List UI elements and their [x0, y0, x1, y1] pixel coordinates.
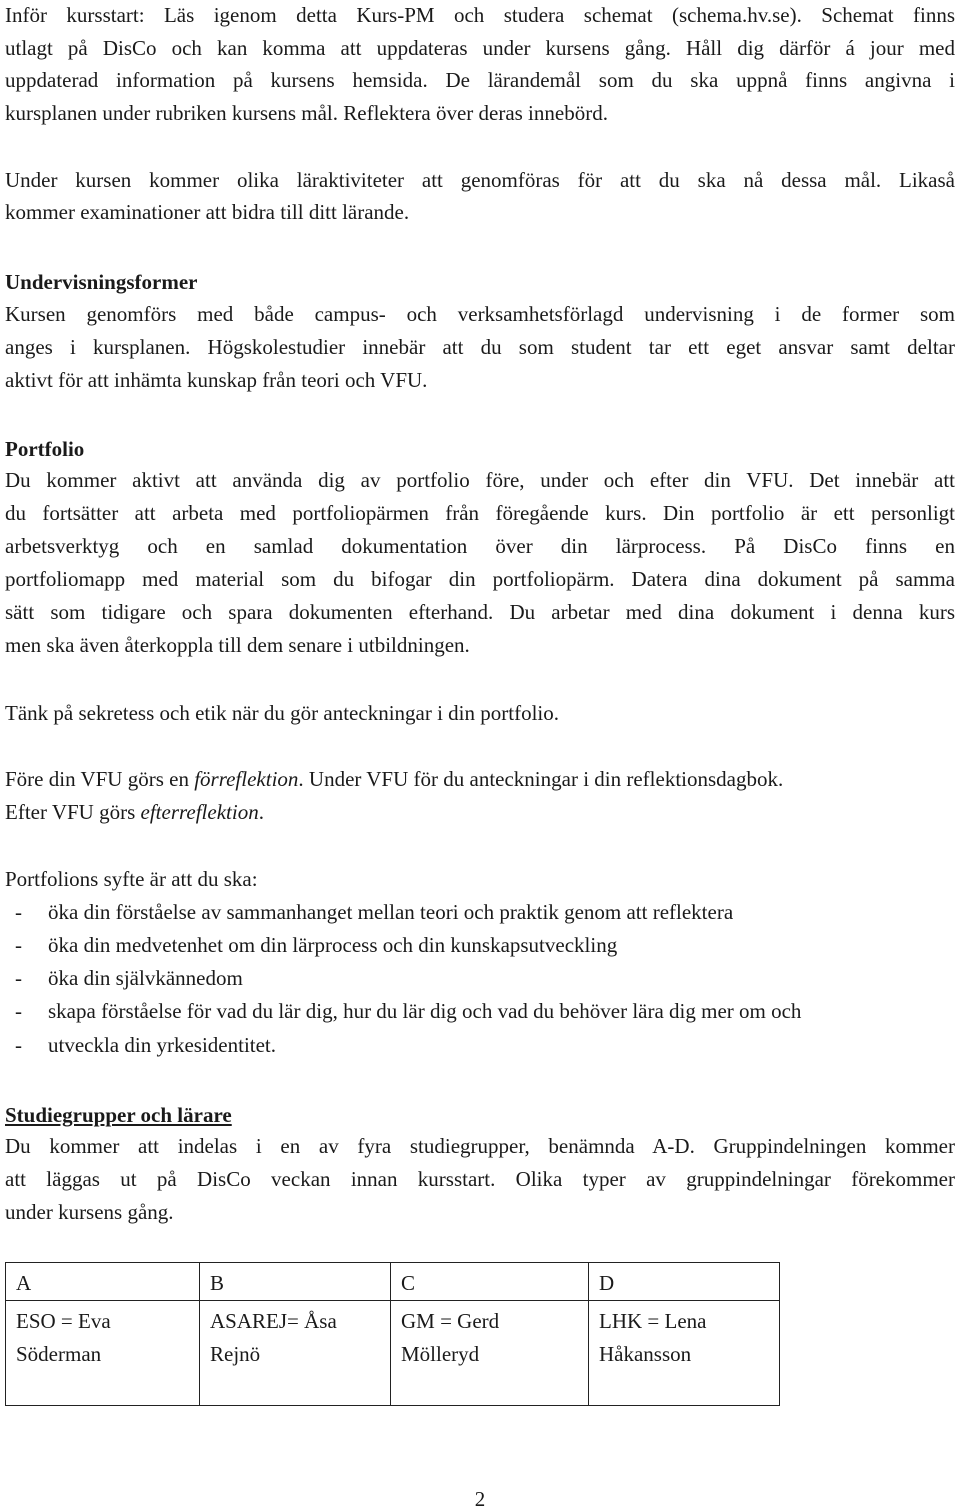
- activities-line-2: kommer examinationer att bidra till ditt lärande.: [5, 200, 410, 224]
- list-item: [5, 965, 243, 991]
- reflektion-line-2: [5, 799, 264, 825]
- table-cell: [391, 1301, 589, 1406]
- list-item: [5, 998, 801, 1024]
- portfolio-line-5: sätt som tidigare och spara dokumenten efterhand. Du arbetar med dina dokument i denna kurs: [5, 600, 955, 624]
- teacher-surname: Håkansson: [599, 1342, 692, 1366]
- teacher-surname: Mölleryd: [401, 1342, 480, 1366]
- undervisning-heading: Undervisningsformer: [5, 270, 198, 294]
- intro-line-3: uppdaterad information på kursens hemsida. De lärandemål som du ska uppnå finns angivna i: [5, 68, 955, 92]
- list-item-text: utveckla din yrkesidentitet.: [48, 1033, 277, 1057]
- portfolio-line-6: men ska även återkoppla till dem senare i utbildningen.: [5, 633, 470, 657]
- activities-line-1: Under kursen kommer olika läraktiviteter att genomföras för att du ska nå dessa mål. Likaså: [5, 168, 955, 192]
- reflektion-text-c: . Under VFU för du anteckningar i din reflektionsdagbok.: [298, 767, 784, 791]
- list-item-text: öka din förståelse av sammanhanget mellan teori och praktik genom att reflektera: [48, 900, 734, 924]
- portfolio-heading: Portfolio: [5, 437, 85, 461]
- table-header-row: [6, 1263, 780, 1301]
- study-group-table: [5, 1262, 780, 1406]
- dash-marker: -: [15, 1033, 22, 1057]
- teacher-code: GM = Gerd: [401, 1309, 500, 1333]
- table-cell: [200, 1301, 391, 1406]
- studiegrupper-line-3: under kursens gång.: [5, 1200, 174, 1224]
- table-cell: [589, 1301, 780, 1406]
- dash-marker: -: [15, 900, 22, 924]
- teacher-code: ESO = Eva: [16, 1309, 111, 1333]
- table-row: [6, 1301, 780, 1406]
- studiegrupper-line-1: Du kommer att indelas i en av fyra studiegrupper, benämnda A-D. Gruppindelningen kommer: [5, 1134, 955, 1158]
- page-number: 2: [474, 1487, 486, 1511]
- portfolio-line-2: du fortsätter att arbeta med portfoliopärmen från föregående kurs. Din portfolio är ett personligt: [5, 501, 955, 525]
- table-header-cell: D: [589, 1263, 780, 1301]
- dash-marker: -: [15, 933, 22, 957]
- list-item-text: skapa förståelse för vad du lär dig, hur du lär dig och vad du behöver lära dig mer om och: [48, 999, 802, 1023]
- undervisning-line-2: anges i kursplanen. Högskolestudier innebär att du som student tar ett eget ansvar samt deltar: [5, 335, 955, 359]
- syfte-intro: Portfolions syfte är att du ska:: [5, 867, 258, 891]
- portfolio-line-1: Du kommer aktivt att använda dig av portfolio före, under och efter din VFU. Det innebär att: [5, 468, 955, 492]
- list-item: [5, 1032, 276, 1058]
- table-cell: [6, 1301, 200, 1406]
- reflektion-term-forreflektion: förreflektion: [194, 767, 299, 791]
- reflektion-term-efterreflektion: efterreflektion: [140, 800, 259, 824]
- list-item-text: öka din medvetenhet om din lärprocess och din kunskapsutveckling: [48, 933, 618, 957]
- intro-line-4: kursplanen under rubriken kursens mål. Reflektera över deras innebörd.: [5, 101, 608, 125]
- table-header-cell: B: [200, 1263, 391, 1301]
- studiegrupper-line-2: att läggas ut på DisCo veckan innan kursstart. Olika typer av gruppindelningar förekommer: [5, 1167, 955, 1191]
- dash-marker: -: [15, 999, 22, 1023]
- reflektion-text-2c: .: [258, 800, 264, 824]
- teacher-code: ASAREJ= Åsa: [210, 1309, 337, 1333]
- teacher-surname: Söderman: [16, 1342, 102, 1366]
- studiegrupper-heading: Studiegrupper och lärare: [5, 1103, 232, 1127]
- list-item: [5, 899, 733, 925]
- portfolio-line-3: arbetsverktyg och en samlad dokumentation över din lärprocess. På DisCo finns en: [5, 534, 955, 558]
- reflektion-text-2a: Efter VFU görs: [5, 800, 141, 824]
- list-item: [5, 932, 617, 958]
- dash-marker: -: [15, 966, 22, 990]
- table-header-cell: C: [391, 1263, 589, 1301]
- teacher-code: LHK = Lena: [599, 1309, 707, 1333]
- reflektion-line-1: [5, 766, 783, 792]
- undervisning-line-3: aktivt för att inhämta kunskap från teori och VFU.: [5, 368, 428, 392]
- intro-line-1: Inför kursstart: Läs igenom detta Kurs-PM och studera schemat (schema.hv.se). Schemat finns: [5, 3, 955, 27]
- list-item-text: öka din självkännedom: [48, 966, 243, 990]
- undervisning-line-1: Kursen genomförs med både campus- och verksamhetsförlagd undervisning i de former som: [5, 302, 955, 326]
- reflektion-text-a: Före din VFU görs en: [5, 767, 195, 791]
- portfolio-line-4: portfoliomapp med material som du bifogar din portfoliopärm. Datera dina dokument på samma: [5, 567, 955, 591]
- table-header-cell: A: [6, 1263, 200, 1301]
- intro-line-2: utlagt på DisCo och kan komma att uppdateras under kursens gång. Håll dig därför á jour med: [5, 36, 955, 60]
- teacher-surname: Rejnö: [210, 1342, 261, 1366]
- sekretess-line: Tänk på sekretess och etik när du gör anteckningar i din portfolio.: [5, 701, 559, 725]
